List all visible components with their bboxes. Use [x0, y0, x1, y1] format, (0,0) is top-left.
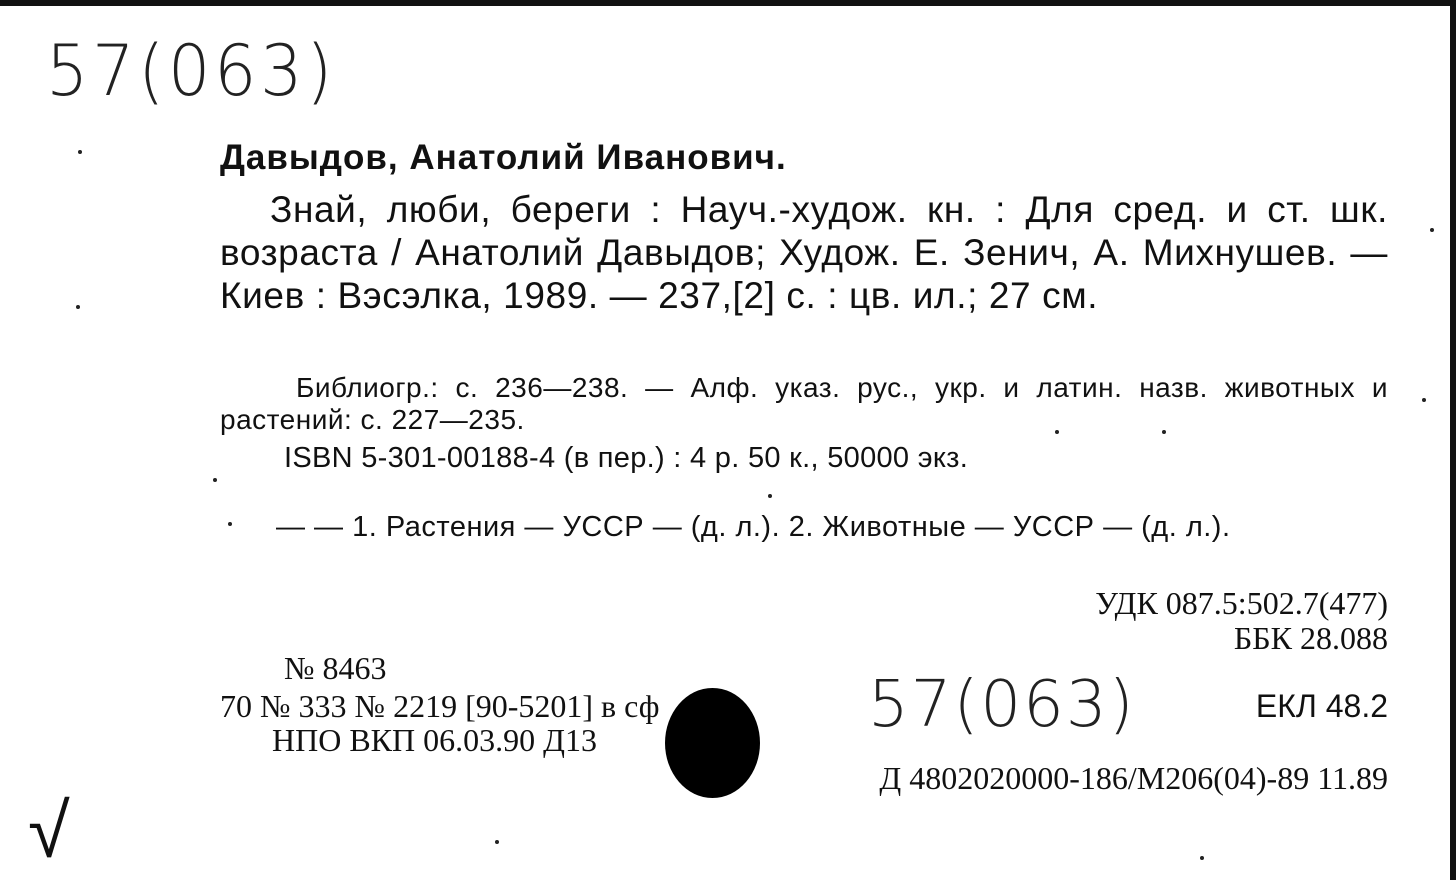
- scan-speck: [1422, 398, 1426, 402]
- scan-speck: [1055, 430, 1059, 434]
- scan-speck: [228, 522, 232, 526]
- card-top-border: [0, 0, 1456, 6]
- handwritten-code-bottom: 57(063): [868, 668, 1136, 742]
- ink-blot: [665, 688, 760, 798]
- udk-code: УДК 087.5:502.7(477): [1095, 585, 1388, 621]
- author-heading: Давыдов, Анатолий Иванович.: [220, 138, 787, 177]
- scan-speck: [1200, 856, 1204, 860]
- scan-speck: [495, 840, 499, 844]
- publisher-line: НПО ВКП 06.03.90 Д13: [272, 722, 597, 758]
- bbk-code: ББК 28.088: [1233, 620, 1388, 656]
- bibliography-note: Библиогр.: с. 236—238. — Алф. указ. рус., укр. и латин. назв. животных и растений: с. 227—235.: [220, 372, 1388, 435]
- scan-speck: [213, 478, 217, 482]
- ekl-code: ЕКЛ 48.2: [1255, 688, 1388, 724]
- checkmark-icon: √: [28, 786, 70, 875]
- scan-speck: [1430, 228, 1434, 232]
- print-order-line: 70 № 333 № 2219 [90-5201] в сф: [220, 688, 660, 724]
- handwritten-code-top: 57(063): [46, 30, 337, 112]
- isbn-line: ISBN 5-301-00188-4 (в пер.) : 4 р. 50 к., 50000 экз.: [284, 442, 969, 474]
- d-code: Д 4802020000-186/М206(04)-89 11.89: [879, 760, 1388, 796]
- card-right-border: [1450, 0, 1456, 880]
- scan-speck: [1162, 430, 1166, 434]
- subject-headings: — — 1. Растения — УССР — (д. л.). 2. Животные — УССР — (д. л.).: [276, 511, 1231, 543]
- scan-speck: [76, 305, 80, 309]
- print-number: № 8463: [284, 650, 387, 686]
- main-description: Знай, люби, береги : Науч.-худож. кн. : Для сред. и ст. шк. возраста / Анатолий Давыдов; Худож. Е. Зенич, А. Михнушев. — Киев : Вэсэлка, 1989. — 237,[2] с. : цв. ил.; 27 см.: [220, 189, 1388, 316]
- scan-speck: [78, 150, 82, 154]
- scan-speck: [768, 494, 772, 498]
